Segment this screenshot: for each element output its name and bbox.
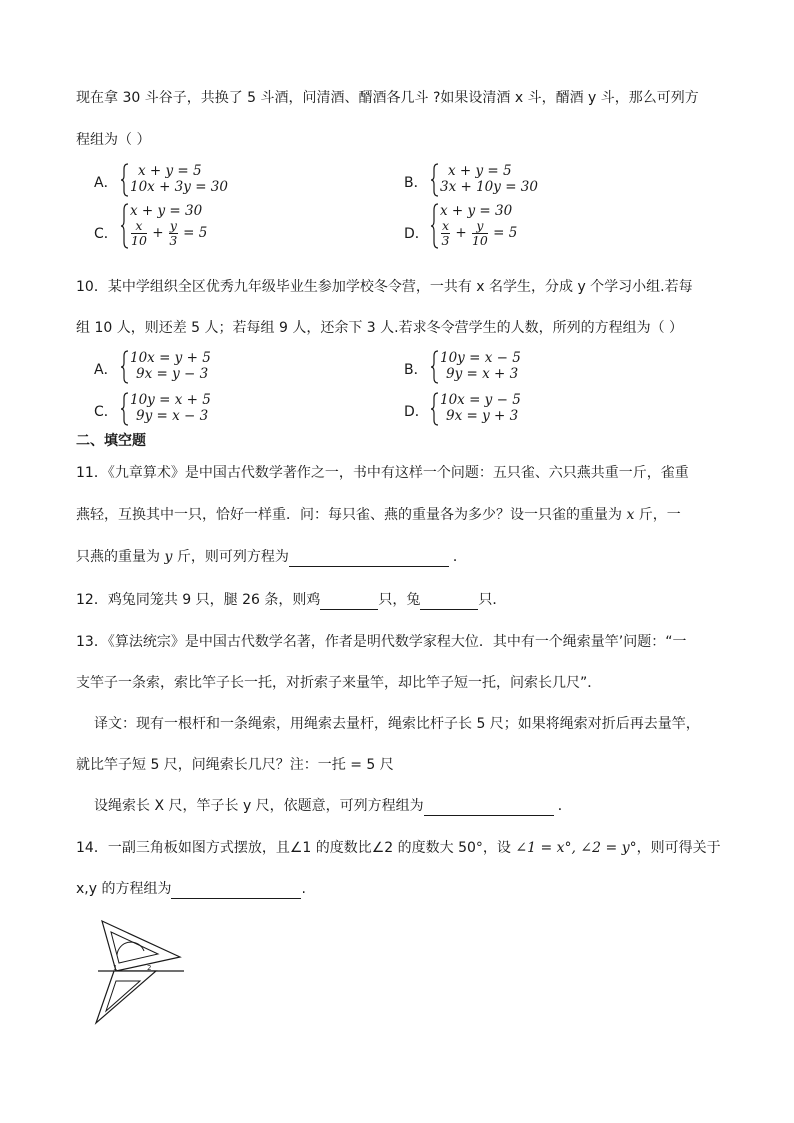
q10-option-a[interactable] — [94, 350, 344, 384]
q11-text: 燕轻，互换其中一只，恰好一样重．问：每只雀、燕的重量各为多少？设一只雀的重量为 — [76, 507, 627, 523]
numerator: y — [169, 218, 177, 233]
equals-rhs: = 5 — [493, 225, 518, 241]
plus-sign: + — [152, 225, 164, 241]
q11-text: 斤，则可列方程为 — [172, 549, 289, 565]
left-brace-icon — [430, 350, 440, 384]
equation-row-fraction — [440, 219, 517, 248]
q9-option-d[interactable] — [404, 203, 654, 251]
q11-text-line2 — [76, 505, 681, 525]
variable-x: x — [626, 507, 635, 523]
left-brace-icon — [430, 163, 440, 197]
q10-option-c[interactable] — [94, 392, 344, 426]
q11-text-line1: 11．《九章算术》是中国古代数学著作之一，书中有这样一个问题：五只雀、六只燕共重一斤，雀重 — [76, 465, 689, 481]
numerator: x — [442, 218, 450, 233]
q14-text-line1 — [76, 838, 721, 858]
equation-row: 10y = x + 5 — [130, 392, 211, 408]
left-brace-icon — [120, 392, 130, 426]
q9-option-c[interactable] — [94, 203, 344, 251]
q14-text: 14．一副三角板如图方式摆放，且∠1 的度数比∠2 的度数大 50°，设 — [76, 840, 516, 856]
equation-row: 9x = y − 3 — [136, 366, 209, 382]
left-brace-icon — [120, 350, 130, 384]
equation-row: 10x = y − 5 — [440, 392, 521, 408]
equation-row: x + y = 30 — [130, 203, 203, 219]
q14-text-line2 — [76, 879, 306, 899]
q13-end-punct: ． — [557, 798, 572, 814]
q11-end-punct: ． — [452, 549, 467, 565]
angle-label-1: 1 — [113, 964, 118, 972]
q13-text-line1: 13．《算法统宗》是中国古代数学名著，作者是明代数学家程大位．其中有一个绳索量竿’问题：“一 — [76, 634, 687, 650]
bottom-set-square — [96, 971, 156, 1023]
q10-option-d[interactable] — [404, 392, 654, 426]
denominator: 10 — [471, 233, 488, 248]
q13-text-line5 — [94, 796, 572, 816]
q14-text: x,y 的方程组为 — [76, 881, 172, 897]
denominator: 3 — [441, 233, 450, 248]
fraction — [472, 219, 488, 248]
left-brace-icon — [120, 163, 130, 197]
equation-row: x + y = 5 — [138, 163, 202, 179]
q10-text-line1: 10．某中学组织全区优秀九年级毕业生参加学校冬令营，一共有 x 名学生，分成 y 个学习小组.若每 — [76, 279, 693, 295]
q14-math: ∠1 = x°, ∠2 = y° — [515, 840, 637, 856]
equation-row: x + y = 5 — [448, 163, 512, 179]
denominator: 10 — [131, 233, 147, 248]
answer-blank[interactable] — [171, 882, 301, 899]
equation-row: x + y = 30 — [440, 203, 513, 219]
equation-row: 10y = x − 5 — [440, 350, 521, 366]
equation-row: 9y = x − 3 — [136, 408, 209, 424]
plus-sign: + — [455, 225, 467, 241]
answer-blank-rabbit[interactable] — [420, 593, 478, 610]
option-label: B． — [404, 175, 428, 191]
q9-option-a[interactable] — [94, 163, 344, 197]
q11-text: 只燕的重量为 — [76, 549, 165, 565]
equation-row: 10x + 3y = 30 — [130, 179, 228, 195]
q12-text-b: 只，兔 — [378, 592, 421, 608]
q12-text-c: 只． — [478, 592, 507, 608]
equation-row: 9x = y + 3 — [446, 408, 519, 424]
option-label: C． — [94, 404, 118, 420]
equation-row: 3x + 10y = 30 — [440, 179, 538, 195]
fraction — [131, 219, 147, 248]
q9-text-line1: 现在拿 30 斗谷子，共换了 5 斗酒，问清酒、醑酒各几斗 ?如果设清酒 x 斗，醑酒 y 斗，那么可列方 — [76, 90, 699, 106]
left-brace-icon — [430, 203, 440, 249]
q14-end-punct: . — [301, 881, 306, 897]
equals-rhs: = 5 — [183, 225, 208, 241]
option-label: B． — [404, 362, 428, 378]
answer-blank[interactable] — [424, 799, 554, 816]
numerator: x — [131, 219, 147, 234]
option-label: D． — [404, 404, 429, 420]
q13-text-line2: 支竿子一条索，索比竿子长一托，对折索子来量竿，却比竿子短一托，问索长几尺”． — [76, 675, 602, 691]
answer-blank[interactable] — [289, 550, 449, 567]
q13-text-line3: 译文：现有一根杆和一条绳索，用绳索去量杆，绳索比杆子长 5 尺；如果将绳索对折后再去量竿， — [94, 716, 700, 732]
q14-text: ，则可得关于 — [636, 840, 721, 856]
q9-text-line2: 程组为（ ） — [76, 132, 151, 148]
q11-text-line3 — [76, 547, 467, 567]
left-brace-icon — [120, 203, 130, 249]
q13-text: 设绳索长 X 尺，竿子长 y 尺，依题意，可列方程组为 — [94, 798, 424, 814]
equation-row-fraction — [130, 219, 207, 248]
numerator: y — [472, 219, 488, 234]
q11-text: 斤，一 — [634, 507, 681, 523]
option-label: A． — [94, 175, 118, 191]
equation-row: 9y = x + 3 — [446, 366, 519, 382]
option-label: D． — [404, 226, 429, 242]
q10-option-b[interactable] — [404, 350, 654, 384]
answer-blank-chicken[interactable] — [320, 593, 378, 610]
option-label: A． — [94, 362, 118, 378]
left-brace-icon — [430, 392, 440, 426]
set-squares-figure — [92, 915, 188, 1027]
equation-row: 10x = y + 5 — [130, 350, 211, 366]
q12-text-a: 12．鸡兔同笼共 9 只，腿 26 条，则鸡 — [76, 592, 321, 608]
fraction — [169, 219, 178, 248]
q10-text-line2: 组 10 人，则还差 5 人；若每组 9 人，还余下 3 人.若求冬令营学生的人数，所列的方程组为（ ） — [76, 320, 684, 336]
q12-text — [76, 590, 506, 610]
denominator: 3 — [169, 233, 178, 248]
angle-label-2: 2 — [147, 964, 152, 972]
fraction — [441, 219, 450, 248]
variable-y: y — [164, 549, 173, 565]
option-label: C． — [94, 226, 118, 242]
q9-option-b[interactable] — [404, 163, 654, 197]
q13-text-line4: 就比竿子短 5 尺，问绳索长几尺？注：一托 = 5 尺 — [76, 757, 394, 773]
section-heading-fill-in: 二、填空题 — [76, 433, 146, 449]
